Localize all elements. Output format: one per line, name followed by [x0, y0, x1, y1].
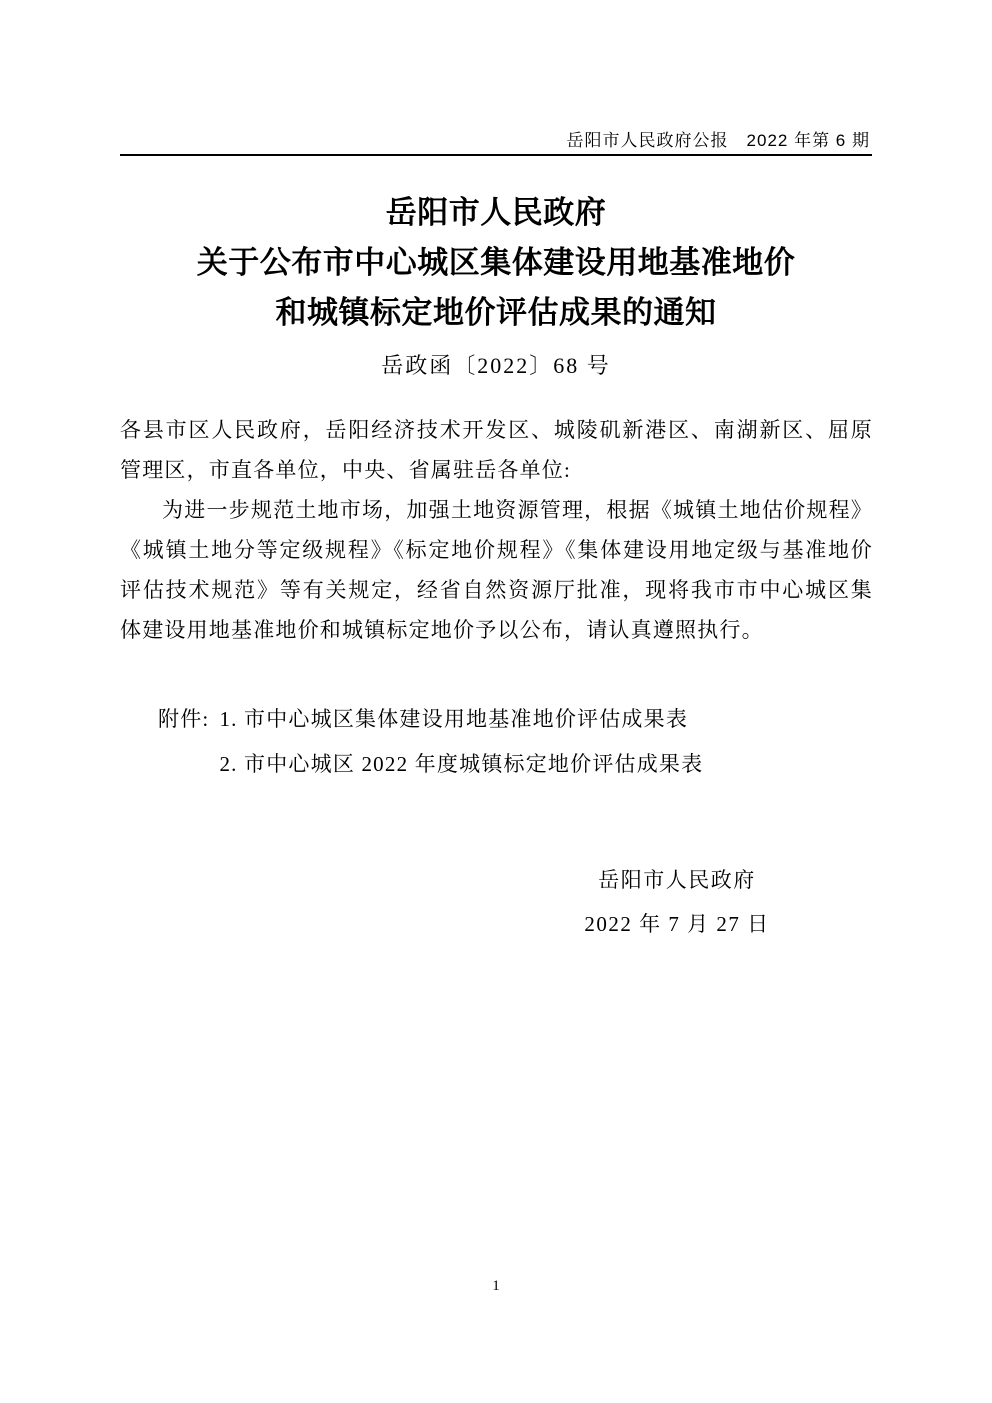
- title-line-subject-1: 关于公布市中心城区集体建设用地基准地价: [196, 245, 796, 280]
- notice-body: [120, 410, 873, 650]
- attachment-item-1: 1. 市中心城区集体建设用地基准地价评估成果表: [219, 707, 689, 731]
- page-number: 1: [492, 1278, 500, 1294]
- attachments-list: [219, 697, 703, 787]
- signature-issuer: 岳阳市人民政府: [598, 868, 756, 892]
- title-line-subject-2: 和城镇标定地价评估成果的通知: [275, 295, 717, 330]
- title-line-issuer: 岳阳市人民政府: [385, 195, 607, 230]
- header-rule: [120, 154, 872, 156]
- attachments-section: [158, 697, 703, 787]
- main-paragraph: 为进一步规范土地市场，加强土地资源管理，根据《城镇土地估价规程》《城镇土地分等定级规程》《标定地价规程》《集体建设用地定级与基准地价评估技术规范》等有关规定，经省自然资源厅批准，现将我市市中心城区集体建设用地基准地价和城镇标定地价予以公布，请认真遵照执行。: [120, 498, 873, 642]
- notice-title: [0, 188, 992, 338]
- signature-date: 2022 年 7 月 27 日: [584, 912, 770, 936]
- document-number: 岳政函〔2022〕68 号: [381, 353, 611, 378]
- running-head: 岳阳市人民政府公报 2022 年第 6 期: [566, 131, 870, 150]
- attachments-label: 附件:: [158, 707, 210, 731]
- attachment-item-2: 2. 市中心城区 2022 年度城镇标定地价评估成果表: [219, 752, 704, 776]
- signature-block: [527, 858, 827, 946]
- salutation-paragraph: 各县市区人民政府，岳阳经济技术开发区、城陵矶新港区、南湖新区、屈原管理区，市直各单位，中央、省属驻岳各单位:: [120, 418, 873, 482]
